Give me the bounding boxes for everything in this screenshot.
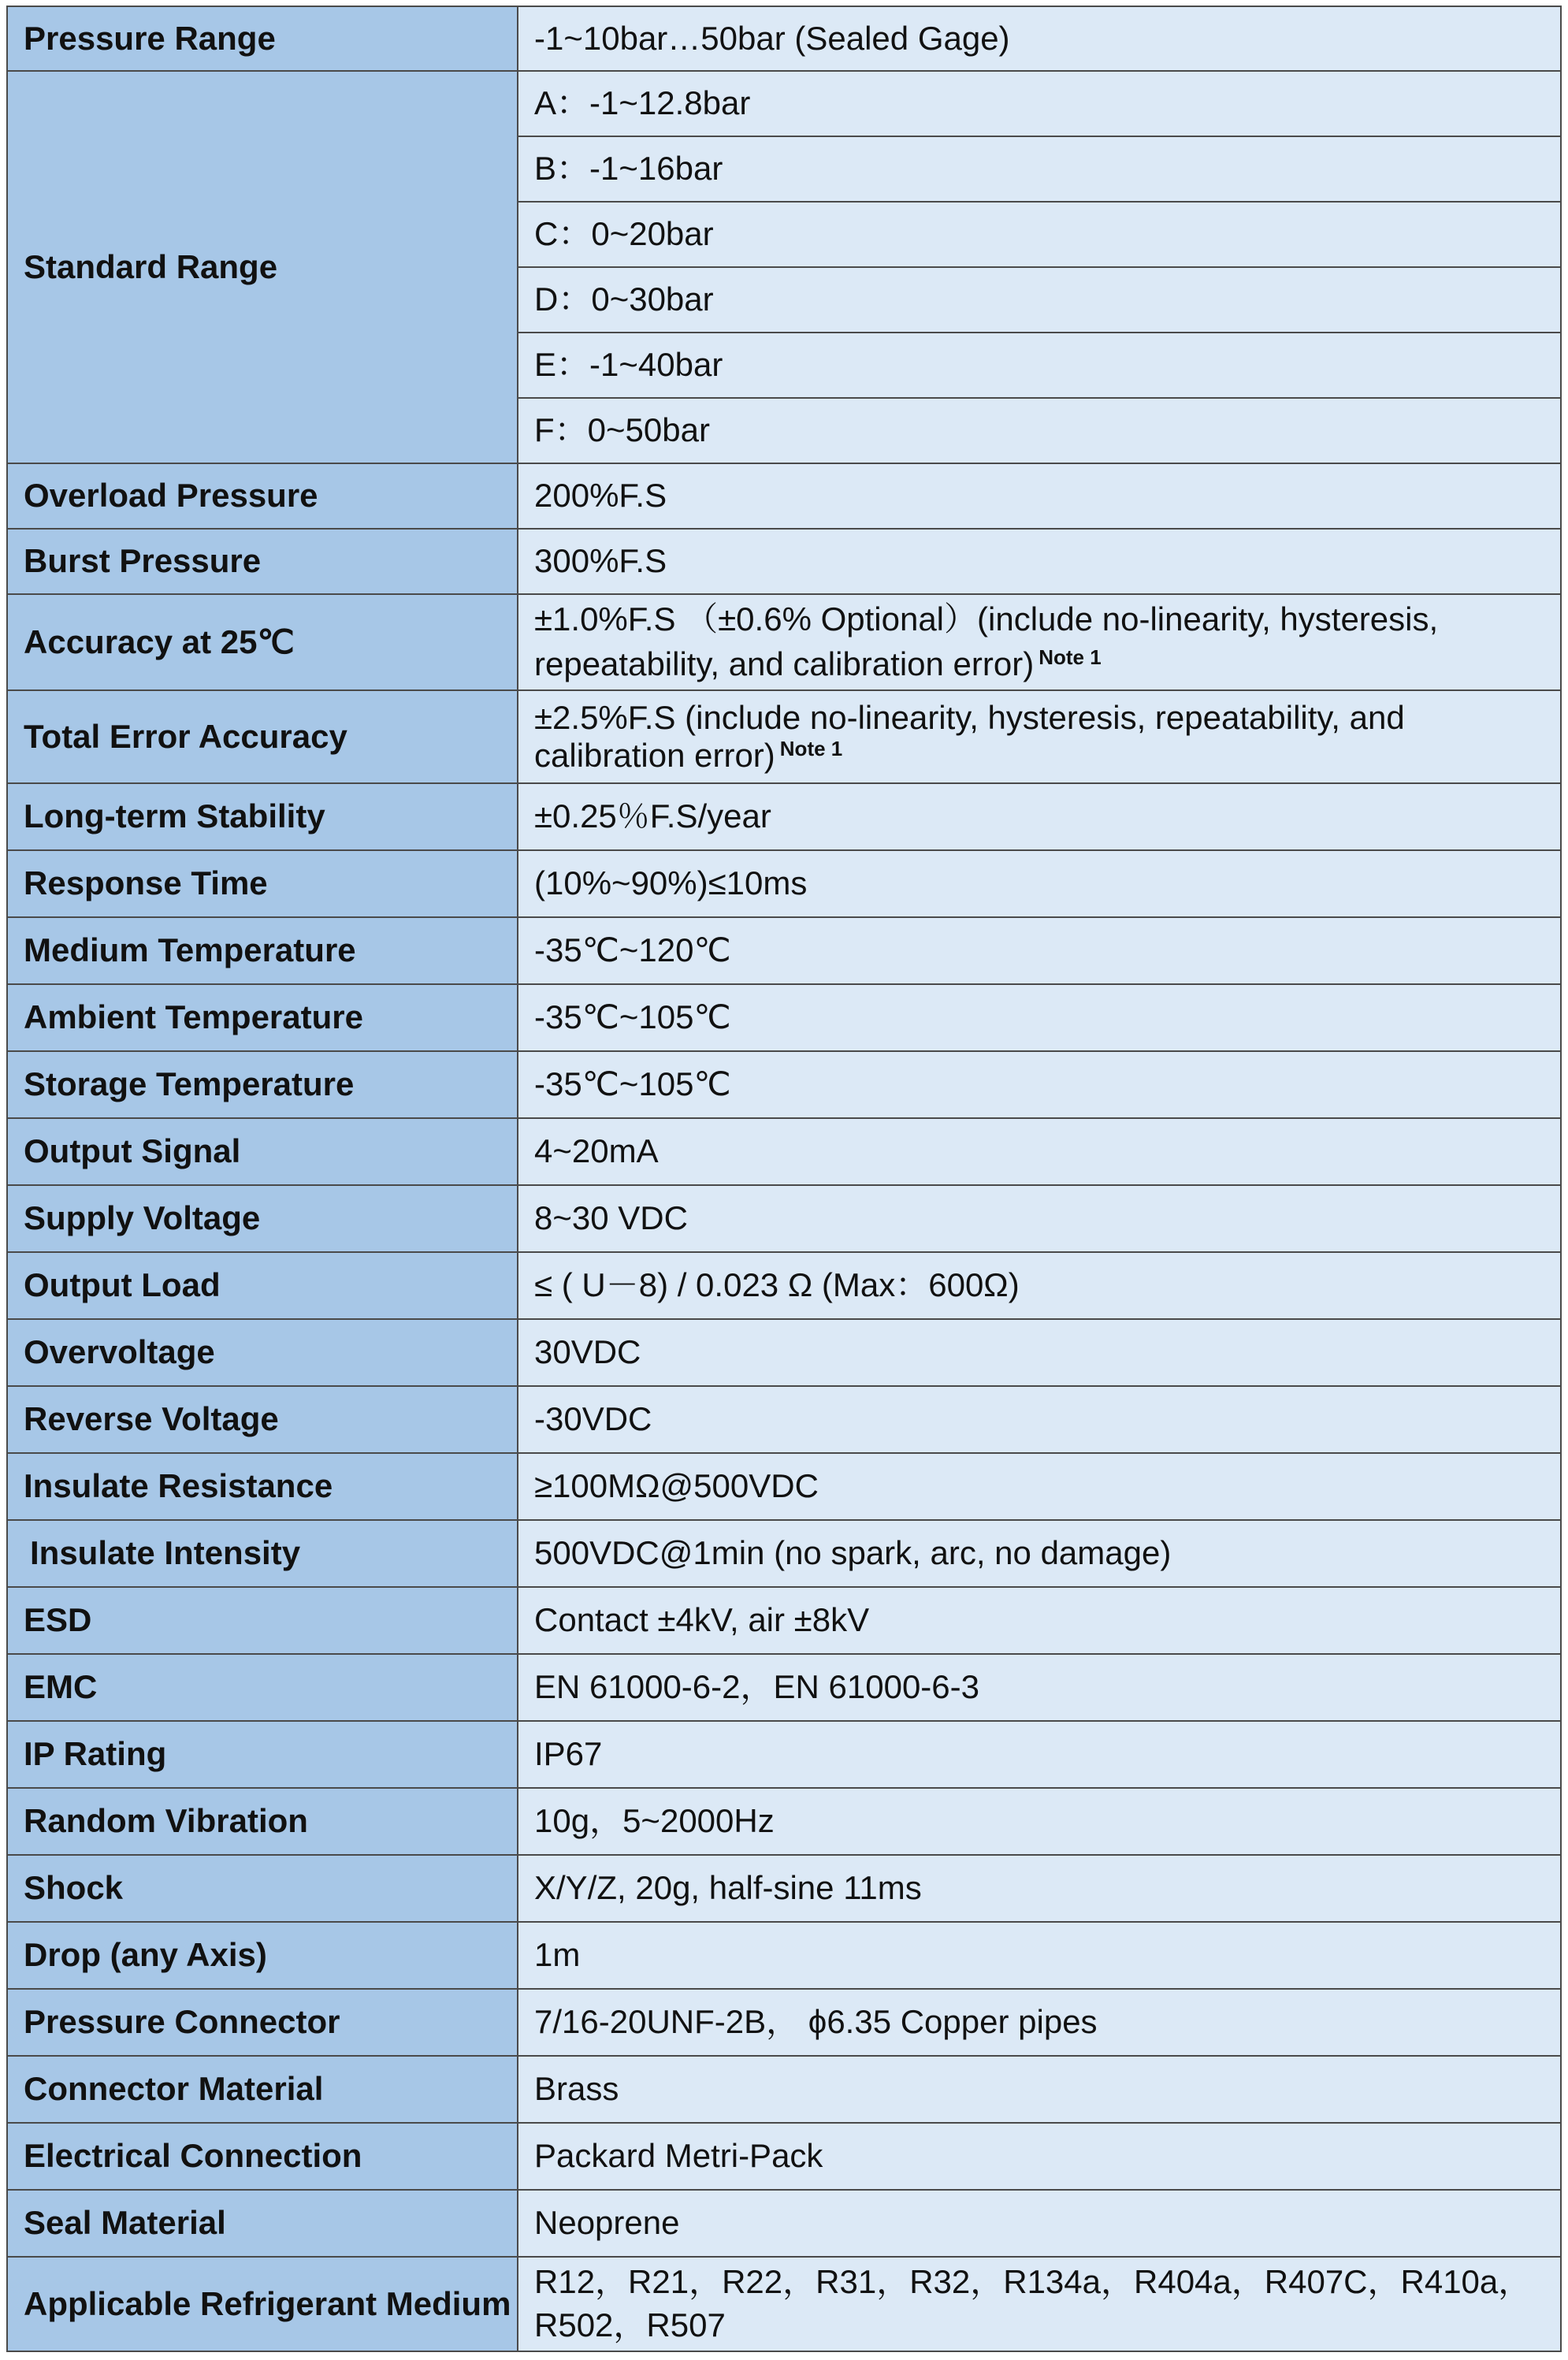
spec-label: Overload Pressure	[7, 463, 518, 529]
spec-label: Electrical Connection	[7, 2123, 518, 2190]
spec-label: Shock	[7, 1855, 518, 1922]
spec-label: Random Vibration	[7, 1788, 518, 1855]
spec-value: Neoprene	[518, 2190, 1561, 2257]
specification-table	[6, 6, 1562, 2352]
spec-value: Contact ±4kV, air ±8kV	[518, 1587, 1561, 1654]
spec-label: Ambient Temperature	[7, 984, 518, 1051]
spec-label: Insulate Resistance	[7, 1453, 518, 1520]
spec-label: Seal Material	[7, 2190, 518, 2257]
spec-value: 1m	[518, 1922, 1561, 1989]
spec-label	[7, 1520, 518, 1587]
table-row	[7, 2257, 1561, 2351]
spec-label: Drop (any Axis)	[7, 1922, 518, 1989]
spec-label: ESD	[7, 1587, 518, 1654]
spec-value: X/Y/Z, 20g, half-sine 11ms	[518, 1855, 1561, 1922]
spec-value: ≤ ( U－8) / 0.023 Ω (Max：600Ω)	[518, 1252, 1561, 1319]
table-row	[7, 984, 1561, 1051]
spec-value: 8~30 VDC	[518, 1185, 1561, 1252]
spec-value: Packard Metri-Pack	[518, 2123, 1561, 2190]
spec-value: A：-1~12.8bar	[518, 71, 1561, 136]
table-row	[7, 1252, 1561, 1319]
spec-value: 300%F.S	[518, 529, 1561, 594]
table-row	[7, 1185, 1561, 1252]
spec-value: -35℃~105℃	[518, 984, 1561, 1051]
spec-value	[518, 690, 1561, 783]
spec-label: Standard Range	[7, 71, 518, 463]
table-row	[7, 783, 1561, 850]
table-row	[7, 1386, 1561, 1453]
spec-value: -35℃~105℃	[518, 1051, 1561, 1118]
table-row	[7, 1654, 1561, 1721]
table-row	[7, 1319, 1561, 1386]
table-row	[7, 917, 1561, 984]
spec-label: Response Time	[7, 850, 518, 917]
table-row	[7, 594, 1561, 690]
spec-value: 500VDC@1min (no spark, arc, no damage)	[518, 1520, 1561, 1587]
spec-value: 200%F.S	[518, 463, 1561, 529]
spec-value: ≥100MΩ@500VDC	[518, 1453, 1561, 1520]
spec-value: -30VDC	[518, 1386, 1561, 1453]
spec-value: R12，R21，R22，R31，R32，R134a，R404a，R407C，R410a，R502，R507	[518, 2257, 1561, 2351]
footnote-marker: Note 1	[779, 737, 843, 760]
spec-value: C：0~20bar	[518, 202, 1561, 267]
table-row	[7, 2190, 1561, 2257]
table-row	[7, 1520, 1561, 1587]
table-row	[7, 1453, 1561, 1520]
table-row	[7, 850, 1561, 917]
spec-value: Brass	[518, 2056, 1561, 2123]
spec-label: Supply Voltage	[7, 1185, 518, 1252]
spec-value: (10%~90%)≤10ms	[518, 850, 1561, 917]
spec-label: Accuracy at 25℃	[7, 594, 518, 690]
table-row	[7, 1118, 1561, 1185]
spec-label: Output Load	[7, 1252, 518, 1319]
spec-label: Burst Pressure	[7, 529, 518, 594]
spec-value-text: ±2.5%F.S (include no-linearity, hysteresis, repeatability, and calibration error)	[534, 698, 1405, 774]
spec-value	[518, 594, 1561, 690]
spec-value: F：0~50bar	[518, 398, 1561, 463]
spec-label: Long-term Stability	[7, 783, 518, 850]
footnote-marker: Note 1	[1039, 645, 1102, 669]
spec-label: Applicable Refrigerant Medium	[7, 2257, 518, 2351]
spec-label: Pressure Connector	[7, 1989, 518, 2056]
table-row	[7, 1922, 1561, 1989]
spec-label: Connector Material	[7, 2056, 518, 2123]
spec-label: Output Signal	[7, 1118, 518, 1185]
table-row	[7, 1721, 1561, 1788]
spec-value: 7/16-20UNF-2B， ϕ6.35 Copper pipes	[518, 1989, 1561, 2056]
table-row	[7, 463, 1561, 529]
table-row	[7, 1051, 1561, 1118]
spec-value: 30VDC	[518, 1319, 1561, 1386]
table-row	[7, 71, 1561, 136]
spec-value: 10g，5~2000Hz	[518, 1788, 1561, 1855]
table-row	[7, 1989, 1561, 2056]
spec-value: EN 61000-6-2，EN 61000-6-3	[518, 1654, 1561, 1721]
table-row	[7, 2123, 1561, 2190]
table-row	[7, 1587, 1561, 1654]
table-row	[7, 2056, 1561, 2123]
table-row	[7, 1855, 1561, 1922]
spec-value: D：0~30bar	[518, 267, 1561, 333]
table-row	[7, 690, 1561, 783]
table-row	[7, 1788, 1561, 1855]
spec-label: Medium Temperature	[7, 917, 518, 984]
spec-value: 4~20mA	[518, 1118, 1561, 1185]
spec-label: Pressure Range	[7, 6, 518, 71]
spec-label-text: Insulate Intensity	[30, 1534, 301, 1572]
spec-label: Total Error Accuracy	[7, 690, 518, 783]
spec-value: -1~10bar…50bar (Sealed Gage)	[518, 6, 1561, 71]
spec-value: -35℃~120℃	[518, 917, 1561, 984]
spec-value: B：-1~16bar	[518, 136, 1561, 202]
spec-label: Reverse Voltage	[7, 1386, 518, 1453]
spec-label: Overvoltage	[7, 1319, 518, 1386]
spec-value: ±0.25％F.S/year	[518, 783, 1561, 850]
spec-value-text: ±1.0%F.S （±0.6% Optional）(include no-linearity, hysteresis, repeatability, and calibration error)	[534, 600, 1439, 682]
spec-label: Storage Temperature	[7, 1051, 518, 1118]
table-row	[7, 529, 1561, 594]
spec-label: EMC	[7, 1654, 518, 1721]
spec-value: IP67	[518, 1721, 1561, 1788]
spec-value: E：-1~40bar	[518, 333, 1561, 398]
table-row	[7, 6, 1561, 71]
spec-label: IP Rating	[7, 1721, 518, 1788]
